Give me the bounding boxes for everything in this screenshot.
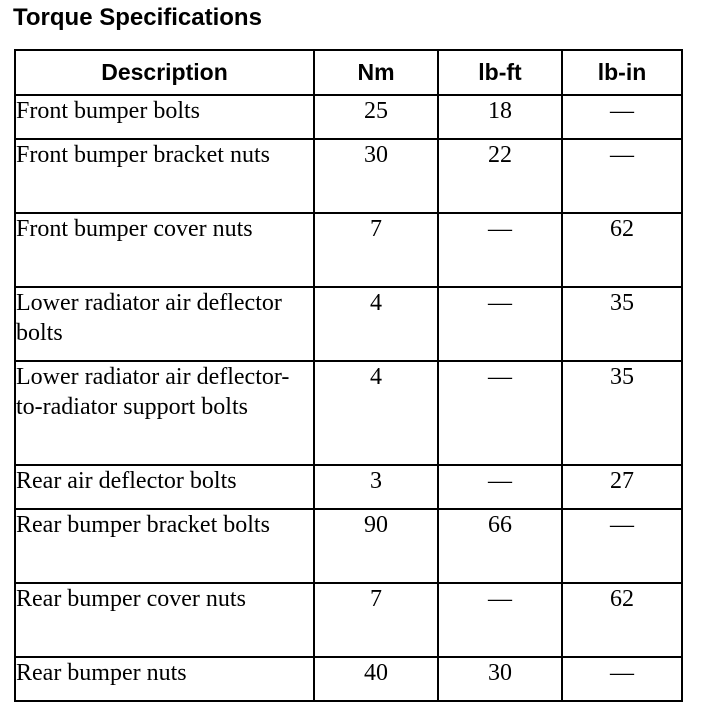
lb-ft-cell: — <box>438 361 562 465</box>
description-cell: Rear air deflector bolts <box>15 465 314 509</box>
description-cell: Rear bumper cover nuts <box>15 583 314 657</box>
nm-cell: 7 <box>314 213 438 287</box>
lb-in-cell: 35 <box>562 287 682 361</box>
column-header-description: Description <box>15 50 314 95</box>
nm-cell: 25 <box>314 95 438 139</box>
lb-in-cell: 62 <box>562 583 682 657</box>
description-cell: Front bumper cover nuts <box>15 213 314 287</box>
column-header-lb-in: lb-in <box>562 50 682 95</box>
torque-specifications-table <box>14 49 683 702</box>
table-row <box>15 361 682 465</box>
lb-ft-cell: — <box>438 287 562 361</box>
lb-in-cell: — <box>562 139 682 213</box>
table-row <box>15 139 682 213</box>
description-cell: Rear bumper nuts <box>15 657 314 701</box>
table-row <box>15 509 682 583</box>
table-row <box>15 287 682 361</box>
table-row <box>15 95 682 139</box>
nm-cell: 4 <box>314 361 438 465</box>
lb-in-cell: — <box>562 509 682 583</box>
lb-in-cell: — <box>562 657 682 701</box>
nm-cell: 3 <box>314 465 438 509</box>
description-cell: Front bumper bolts <box>15 95 314 139</box>
lb-in-cell: — <box>562 95 682 139</box>
description-cell: Lower radiator air deflector bolts <box>15 287 314 361</box>
table-row <box>15 465 682 509</box>
description-cell: Lower radiator air deflector-to-radiator support bolts <box>15 361 314 465</box>
lb-ft-cell: 18 <box>438 95 562 139</box>
lb-ft-cell: 66 <box>438 509 562 583</box>
lb-ft-cell: — <box>438 465 562 509</box>
lb-in-cell: 35 <box>562 361 682 465</box>
nm-cell: 40 <box>314 657 438 701</box>
table-row <box>15 213 682 287</box>
nm-cell: 7 <box>314 583 438 657</box>
column-header-nm: Nm <box>314 50 438 95</box>
nm-cell: 4 <box>314 287 438 361</box>
table-row <box>15 657 682 701</box>
lb-in-cell: 62 <box>562 213 682 287</box>
lb-ft-cell: 22 <box>438 139 562 213</box>
lb-ft-cell: — <box>438 583 562 657</box>
nm-cell: 90 <box>314 509 438 583</box>
nm-cell: 30 <box>314 139 438 213</box>
lb-in-cell: 27 <box>562 465 682 509</box>
description-cell: Front bumper bracket nuts <box>15 139 314 213</box>
table-row <box>15 583 682 657</box>
table-header-row <box>15 50 682 95</box>
column-header-lb-ft: lb-ft <box>438 50 562 95</box>
description-cell: Rear bumper bracket bolts <box>15 509 314 583</box>
lb-ft-cell: — <box>438 213 562 287</box>
lb-ft-cell: 30 <box>438 657 562 701</box>
page-title: Torque Specifications <box>13 4 262 31</box>
